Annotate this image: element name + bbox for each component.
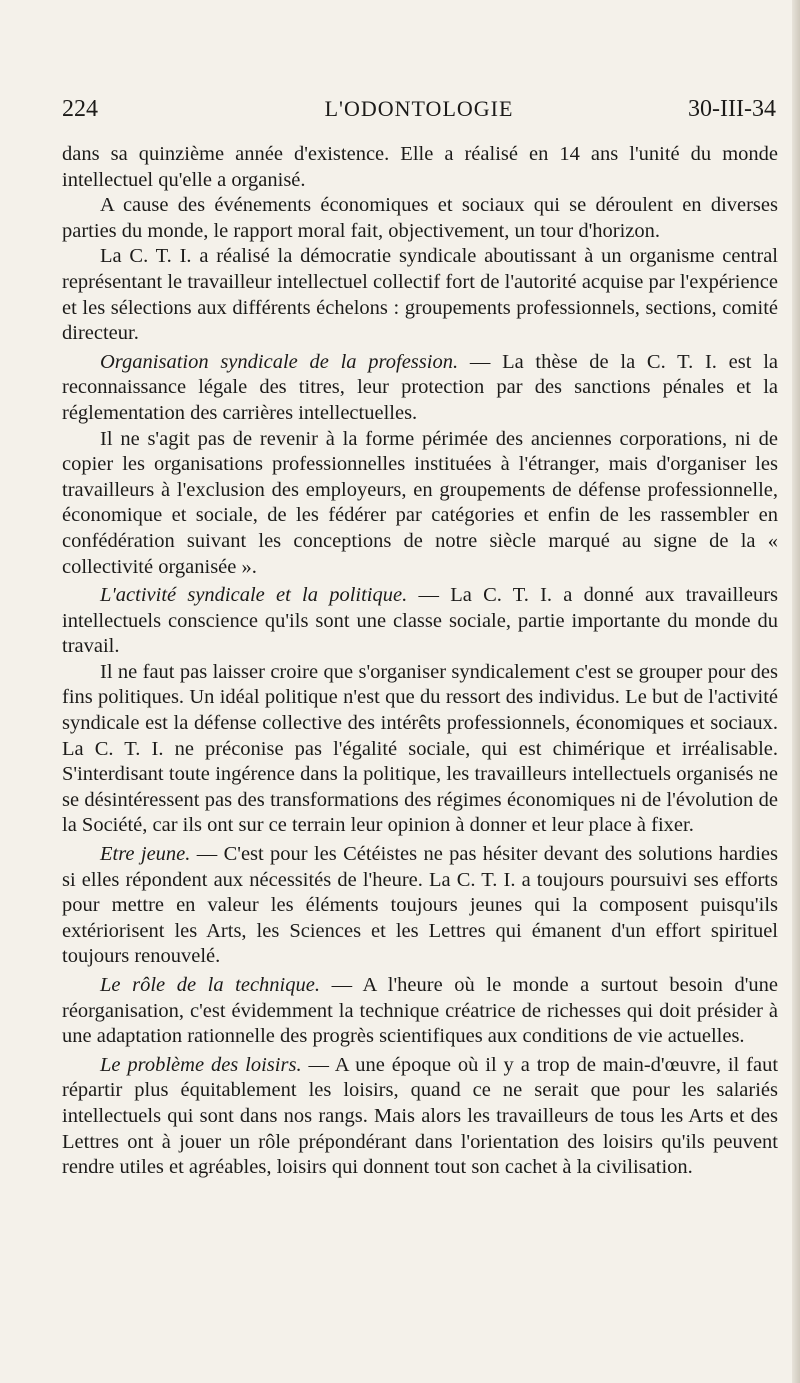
section-paragraph: [62, 350, 778, 427]
section-paragraph: [62, 583, 778, 660]
page-number: 224: [62, 96, 98, 122]
paragraph: [62, 244, 778, 346]
section-paragraph: [62, 973, 778, 1050]
section-title: Organisation syndicale de la profession.: [100, 350, 459, 373]
paragraph-text: — C'est pour les Cétéistes ne pas hésiter devant des solutions hardies si elles répondent aux nécessités de l'heure. La C. T. I. a toujours poursuivi ses efforts pour mettre en valeur les éléments toujours jeunes qui la composent puisqu'ils extériorisent les Arts, les Sciences et les Lettres qui émanent d'un effort spirituel toujours renouvelé.: [62, 843, 779, 968]
paragraph: [62, 427, 778, 581]
section-title: L'activité syndicale et la politique.: [100, 584, 408, 607]
paragraph-text: A cause des événements économiques et sociaux qui se déroulent en diverses parties du monde, le rapport moral fait, objectivement, un tour d'horizon.: [62, 194, 778, 242]
paragraph-text: — La C. T. I. a donné aux travailleurs intellectuels conscience qu'ils sont une classe sociale, partie importante du monde du travail.: [62, 584, 778, 658]
paragraph-text: — A l'heure où le monde a surtout besoin d'une réorganisation, c'est évidemment la technique créatrice de richesses qui doit présider à une adaptation rationnelle des progrès scientifiques aux conditions de vie actuelles.: [62, 974, 778, 1048]
paragraph-text: Il ne faut pas laisser croire que s'organiser syndicalement c'est se grouper pour des fins politiques. Un idéal politique n'est que du ressort des individus. Le but de l'activité syndicale est la défense collective des intérêts professionnels, économiques et sociaux. La C. T. I. ne préconise pas l'égalité sociale, qui est chimérique et irréalisable. S'interdisant toute ingérence dans la politique, les travailleurs intellectuels organisés ne se désintéressent pas des transformations des régimes économiques ni de l'évolution de la Société, car ils ont sur ce terrain leur opinion à donner et leur place à fixer.: [62, 660, 778, 837]
section-title: Le rôle de la technique.: [100, 974, 320, 996]
section-title: Etre jeune.: [100, 843, 191, 866]
running-header: [62, 96, 776, 130]
page-body: [62, 142, 778, 1181]
section-title: Le problème des loisirs.: [100, 1053, 302, 1076]
paragraph-text: — La thèse de la C. T. I. est la reconnaissance légale des titres, leur protection par des sanctions pénales et la réglementation des carrières intellectuelles.: [62, 350, 778, 424]
paragraph: [62, 193, 778, 244]
paragraph: [62, 660, 778, 839]
section-paragraph: [62, 1053, 778, 1181]
section-paragraph: [62, 842, 778, 970]
journal-title: L'ODONTOLOGIE: [324, 96, 514, 121]
paragraph-text: dans sa quinzième année d'existence. Elle a réalisé en 14 ans l'unité du monde intellectuel qu'elle a organisé.: [62, 143, 778, 191]
paragraph-text: La C. T. I. a réalisé la démocratie syndicale aboutissant à un organisme central représentant le travailleur intellectuel collectif fort de l'autorité acquise par l'expérience et les sélections aux différents échelons : groupements professionnels, sections, comité directeur.: [62, 245, 778, 345]
paragraph: [62, 142, 778, 193]
issue-date: 30-III-34: [688, 96, 776, 122]
page-edge-shadow: [792, 0, 800, 1383]
paragraph-text: Il ne s'agit pas de revenir à la forme périmée des anciennes corporations, ni de copier les organisations professionnelles instituées à l'étranger, mais d'organiser les travailleurs à l'exclusion des employeurs, en groupements de défense professionnelle, économique et sociale, de les fédérer par catégories et enfin de les rassembler en confédération suivant les conceptions de notre siècle marqué au signe de la « collectivité organisée ».: [62, 427, 778, 578]
paragraph-text: — A une époque où il y a trop de main-d'œuvre, il faut répartir plus équitablement les loisirs, quand ce ne serait que pour les salariés intellectuels qui sont dans nos rangs. Mais alors les travailleurs de tous les Arts et des Lettres ont à jouer un rôle prépondérant dans l'orientation des loisirs qu'ils peuvent rendre utiles et agréables, loisirs qui donnent tout son cachet à la civilisation.: [62, 1053, 779, 1179]
